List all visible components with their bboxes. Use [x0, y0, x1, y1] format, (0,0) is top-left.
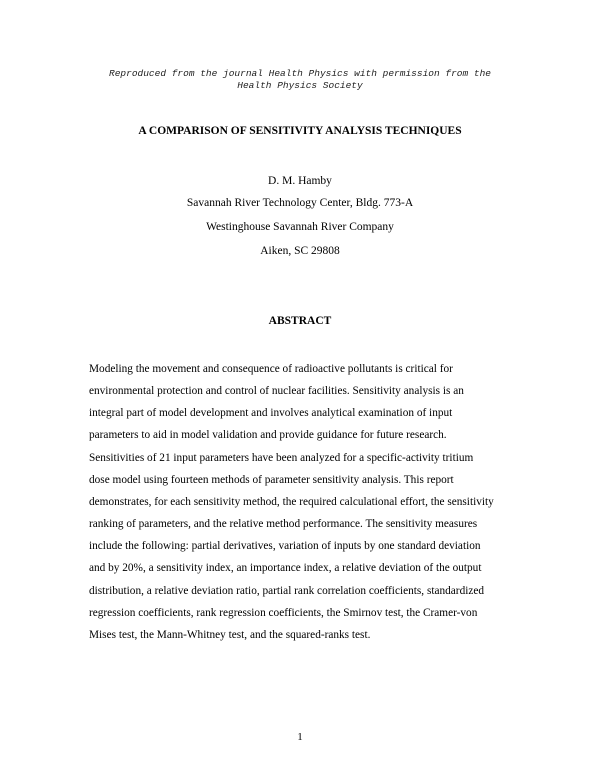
- abstract-line: regression coefficients, rank regression coefficients, the Smirnov test, the Cramer-von: [89, 607, 478, 619]
- abstract-line: dose model using fourteen methods of parameter sensitivity analysis. This report: [89, 474, 454, 486]
- page-number: 1: [297, 731, 303, 743]
- reproduction-note-line-1: Reproduced from the journal Health Physics with permission from the: [109, 68, 491, 79]
- author-name: D. M. Hamby: [268, 175, 332, 187]
- abstract-line: environmental protection and control of nuclear facilities. Sensitivity analysis is an: [89, 385, 464, 397]
- author-location: Aiken, SC 29808: [260, 245, 340, 257]
- abstract-line: Sensitivities of 21 input parameters have been analyzed for a specific-activity tritium: [89, 452, 474, 464]
- abstract-heading: ABSTRACT: [268, 315, 332, 327]
- paper-title: A COMPARISON OF SENSITIVITY ANALYSIS TECHNIQUES: [138, 125, 462, 137]
- abstract-line: integral part of model development and involves analytical examination of input: [89, 407, 453, 419]
- reproduction-note-line-2: Health Physics Society: [237, 80, 363, 91]
- abstract-line: include the following: partial derivatives, variation of inputs by one standard deviation: [89, 540, 481, 552]
- abstract-line: demonstrates, for each sensitivity method, the required calculational effort, the sensitivity: [89, 496, 494, 508]
- abstract-line: and by 20%, a sensitivity index, an importance index, a relative deviation of the output: [89, 562, 482, 574]
- abstract-line: Mises test, the Mann-Whitney test, and the squared-ranks test.: [89, 629, 371, 641]
- author-affiliation-1: Savannah River Technology Center, Bldg. 773-A: [186, 197, 414, 209]
- abstract-line: ranking of parameters, and the relative method performance. The sensitivity measures: [89, 518, 478, 530]
- abstract-line: parameters to aid in model validation and provide guidance for future research.: [89, 429, 447, 441]
- reproduction-note: [60, 68, 540, 92]
- author-affiliation-2: Westinghouse Savannah River Company: [206, 221, 394, 233]
- abstract-line: distribution, a relative deviation ratio, partial rank correlation coefficients, standardized: [89, 585, 485, 597]
- abstract-line: Modeling the movement and consequence of radioactive pollutants is critical for: [89, 363, 453, 375]
